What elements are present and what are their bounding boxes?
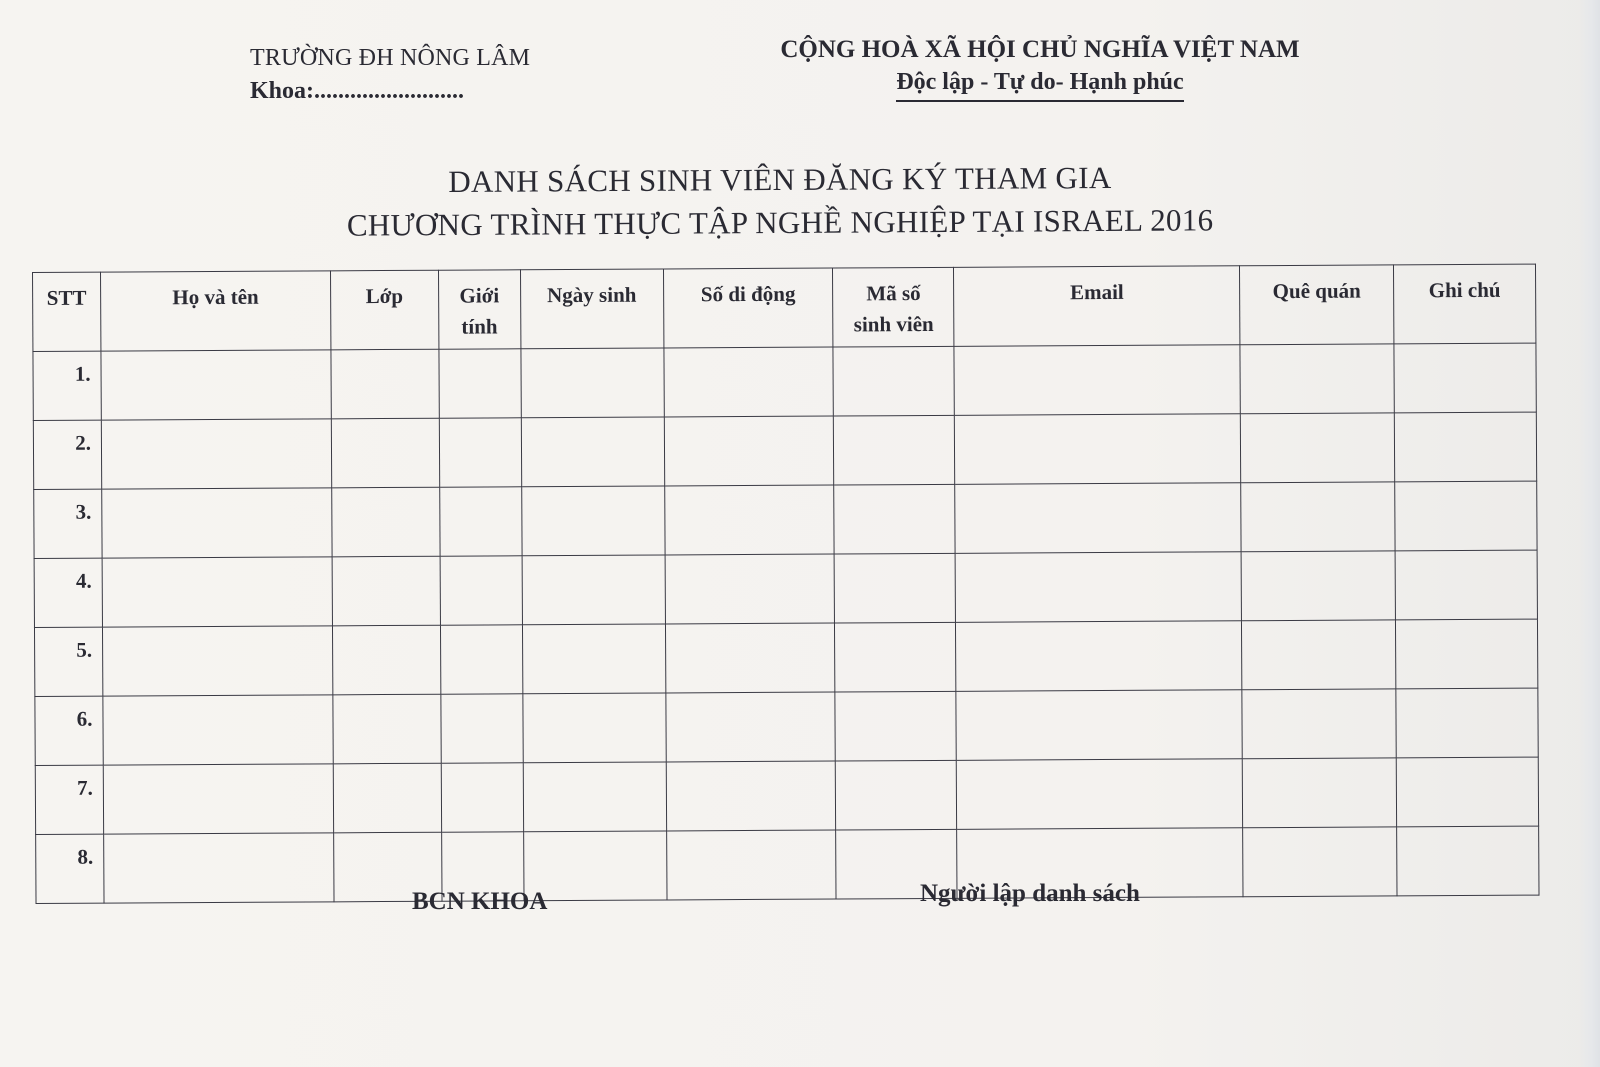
cell-notes: [1394, 412, 1536, 482]
cell-hometown: [1242, 620, 1396, 690]
cell-date-of-birth: [521, 486, 664, 556]
cell-student-id: [836, 760, 957, 830]
cell-notes: [1395, 550, 1537, 620]
header-gender: [438, 270, 520, 349]
cell-full-name: [104, 833, 334, 903]
cell-notes: [1397, 826, 1539, 896]
header-date-of-birth: Ngày sinh: [520, 269, 663, 349]
cell-student-id: [835, 622, 956, 692]
signature-list-maker: Người lập danh sách: [920, 880, 1140, 907]
cell-full-name: [101, 350, 331, 420]
cell-gender: [439, 349, 521, 418]
header-left: [250, 42, 530, 108]
cell-notes: [1396, 688, 1538, 758]
cell-mobile-number: [664, 416, 834, 486]
cell-full-name: [101, 419, 331, 489]
cell-notes: [1395, 619, 1537, 689]
cell-date-of-birth: [521, 348, 664, 418]
row-number: 8.: [36, 834, 104, 903]
header-student-id: [833, 267, 954, 347]
signature-faculty-board: BCN KHOA: [412, 888, 548, 915]
title-line-2: CHƯƠNG TRÌNH THỰC TẬP NGHỀ NGHIỆP TẠI ISRAEL 2016: [346, 202, 1214, 243]
table-row: [34, 619, 1537, 696]
cell-student-id: [834, 415, 955, 485]
page-edge-shadow: [1578, 0, 1600, 1067]
cell-hometown: [1240, 413, 1394, 483]
cell-class: [331, 349, 439, 419]
header-student-id-line-2: sinh viên: [853, 311, 934, 337]
department-field: Khoa:.........................: [250, 78, 465, 104]
cell-mobile-number: [665, 554, 835, 624]
cell-email: [956, 621, 1242, 692]
cell-student-id: [834, 484, 955, 554]
table-row: [36, 826, 1539, 903]
cell-email: [956, 690, 1242, 761]
table-row: [35, 688, 1538, 765]
cell-student-id: [835, 553, 956, 623]
cell-email: [955, 483, 1241, 554]
cell-student-id: [833, 346, 954, 416]
cell-notes: [1395, 481, 1537, 551]
row-number: 1.: [33, 351, 101, 420]
table-body: [33, 343, 1539, 903]
cell-gender: [441, 763, 523, 832]
cell-date-of-birth: [522, 624, 665, 694]
header-full-name: Họ và tên: [100, 271, 330, 351]
cell-class: [331, 418, 439, 488]
table-row: [33, 343, 1536, 420]
table-header-row: [33, 264, 1536, 351]
header-mobile-number: Số di động: [663, 268, 833, 348]
cell-date-of-birth: [523, 762, 666, 832]
cell-email: [954, 345, 1240, 416]
cell-hometown: [1243, 827, 1397, 897]
cell-gender: [439, 418, 521, 487]
school-name: TRƯỜNG ĐH NÔNG LÂM: [250, 45, 531, 71]
cell-notes: [1396, 757, 1538, 827]
cell-email: [957, 759, 1243, 830]
header-class: Lớp: [330, 270, 438, 350]
cell-notes: [1394, 343, 1536, 413]
cell-class: [333, 763, 441, 833]
header-email: Email: [954, 266, 1240, 347]
cell-hometown: [1240, 344, 1394, 414]
country-name: CỘNG HOÀ XÃ HỘI CHỦ NGHĨA VIỆT NAM: [780, 36, 1300, 63]
cell-hometown: [1241, 551, 1395, 621]
row-number: 4.: [34, 558, 102, 627]
cell-full-name: [102, 488, 332, 558]
cell-mobile-number: [666, 761, 836, 831]
cell-gender: [441, 694, 523, 763]
cell-mobile-number: [664, 485, 834, 555]
table-row: [34, 481, 1537, 558]
cell-date-of-birth: [521, 417, 664, 487]
cell-hometown: [1242, 689, 1396, 759]
header-right: [770, 34, 1310, 102]
cell-mobile-number: [665, 692, 835, 762]
header-student-id-line-1: Mã số: [866, 281, 921, 306]
cell-email: [955, 414, 1241, 485]
cell-full-name: [103, 764, 333, 834]
row-number: 7.: [35, 765, 103, 834]
cell-mobile-number: [666, 830, 836, 900]
row-number: 2.: [33, 420, 101, 489]
title-line-1: DANH SÁCH SINH VIÊN ĐĂNG KÝ THAM GIA: [448, 159, 1112, 200]
header-stt: STT: [33, 272, 101, 351]
cell-gender: [440, 556, 522, 625]
cell-mobile-number: [663, 347, 833, 417]
cell-full-name: [103, 695, 333, 765]
table-row: [33, 412, 1536, 489]
cell-date-of-birth: [522, 555, 665, 625]
header-gender-line-2: tính: [461, 314, 498, 339]
table-row: [34, 550, 1537, 627]
cell-gender: [439, 487, 521, 556]
cell-date-of-birth: [523, 693, 666, 763]
cell-class: [331, 487, 439, 557]
row-number: 5.: [34, 627, 102, 696]
row-number: 3.: [34, 489, 102, 558]
cell-class: [333, 694, 441, 764]
row-number: 6.: [35, 696, 103, 765]
cell-class: [332, 625, 440, 695]
document-title: [300, 155, 1261, 247]
cell-hometown: [1241, 482, 1395, 552]
header-hometown: Quê quán: [1240, 265, 1394, 345]
header-gender-line-1: Giới: [459, 283, 500, 308]
cell-full-name: [102, 626, 332, 696]
table-row: [35, 757, 1538, 834]
cell-student-id: [835, 691, 956, 761]
cell-mobile-number: [665, 623, 835, 693]
cell-hometown: [1242, 758, 1396, 828]
cell-class: [332, 556, 440, 626]
header-notes: Ghi chú: [1394, 264, 1536, 344]
national-motto: Độc lập - Tự do- Hạnh phúc: [896, 66, 1183, 102]
cell-email: [955, 552, 1241, 623]
student-registration-table: [32, 264, 1540, 904]
cell-full-name: [102, 557, 332, 627]
cell-gender: [440, 625, 522, 694]
